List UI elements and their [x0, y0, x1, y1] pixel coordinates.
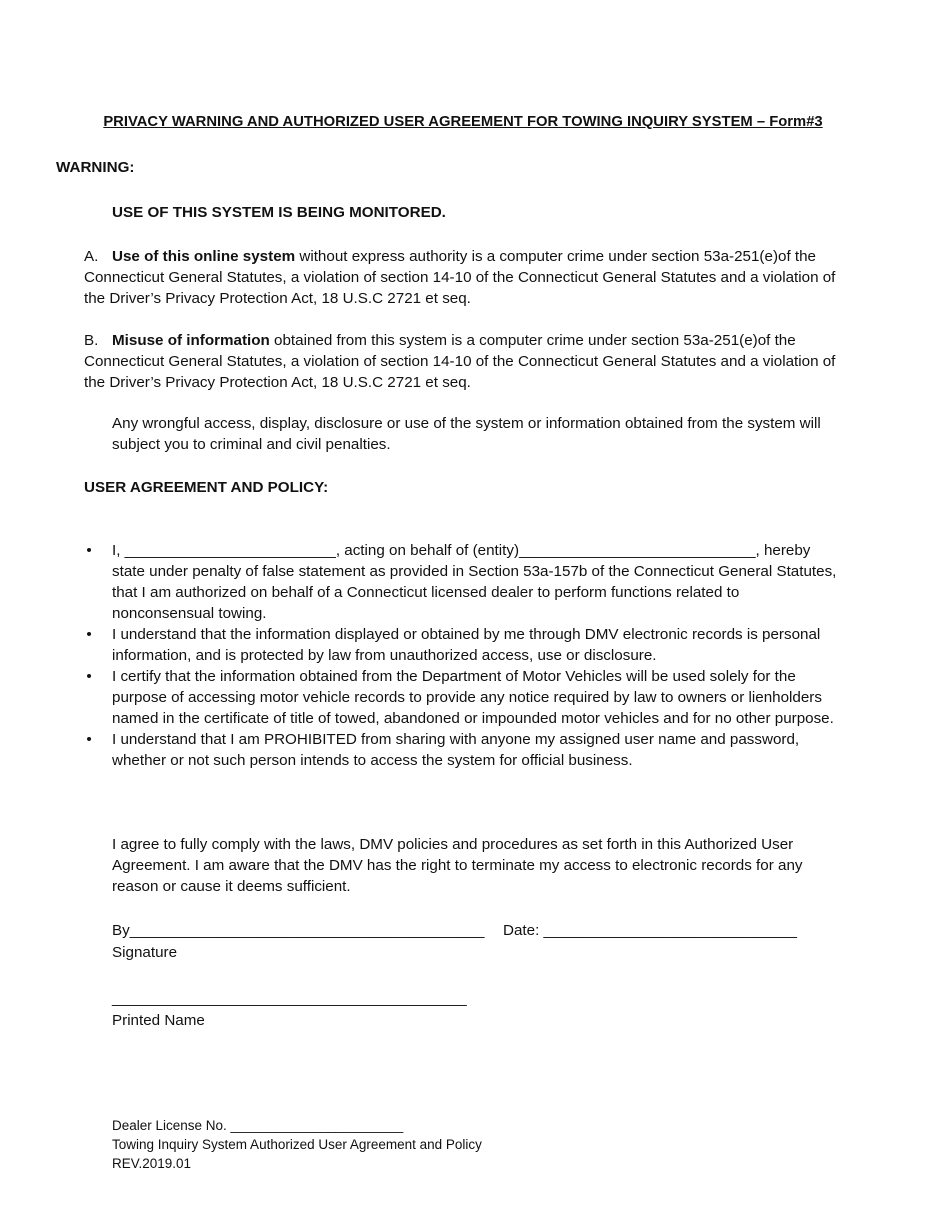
bullet-text: I certify that the information obtained from the Department of Motor Vehicles will be used solely for the purpose of accessing motor vehicle records to provide any notice required by law to owners or lienholders named in the certificate of title of towed, abandoned or impounded motor vehicles and for no other purpose. — [112, 668, 834, 727]
warning-heading: WARNING: — [56, 159, 135, 176]
section-a-text: without express authority is a computer crime under section 53a-251(e)of the Connecticut General Statutes, a violation of section 14-10 of the Connecticut General Statutes and a violation of the Driver’s Privacy Protection Act, 18 U.S.C 2721 et seq. — [84, 248, 836, 307]
section-a-bold-lead: Use of this online system — [112, 248, 296, 265]
signature-date-line: Date: ______________________________ — [503, 922, 797, 939]
monitoring-notice: USE OF THIS SYSTEM IS BEING MONITORED. — [112, 204, 446, 221]
bullet-icon: • — [86, 731, 92, 748]
policy-bullet-item — [84, 540, 844, 624]
page-title: PRIVACY WARNING AND AUTHORIZED USER AGREEMENT FOR TOWING INQUIRY SYSTEM – Form#3 — [103, 114, 823, 130]
section-b-bold-lead: Misuse of information — [112, 332, 270, 349]
section-b-label: B. — [84, 332, 99, 349]
signature-label: Signature — [112, 944, 178, 961]
bullet-text: I understand that I am PROHIBITED from sharing with anyone my assigned user name and password, whether or not such person intends to access the system for official business. — [112, 731, 800, 769]
bullet-text: I, _________________________, acting on behalf of (entity)____________________________, hereby state under penalty of false statement as provided in Section 53a-157b of the Connecticut General Statutes, that I am authorized on behalf of a Connecticut licensed dealer to perform functions related to nonconsensual towing. — [112, 542, 837, 622]
printed-name-label: Printed Name — [112, 1012, 205, 1029]
policy-bullet-item — [84, 624, 844, 666]
section-b-paragraph — [84, 330, 854, 393]
section-a-label: A. — [84, 248, 99, 265]
agreement-statement: I agree to fully comply with the laws, DMV policies and procedures as set forth in this Authorized User Agreement. I am aware that the DMV has the right to terminate my access to electronic records for any reason or cause it deems sufficient. — [112, 836, 803, 895]
bullet-icon: • — [86, 668, 92, 685]
policy-bullet-item — [84, 666, 844, 729]
printed-name-line: __________________________________________ — [112, 990, 467, 1007]
footer-form-name: Towing Inquiry System Authorized User Agreement and Policy — [112, 1137, 482, 1152]
section-a-paragraph — [84, 246, 854, 309]
penalty-notice: Any wrongful access, display, disclosure or use of the system or information obtained from the system will subject you to criminal and civil penalties. — [112, 415, 821, 453]
policy-heading: USER AGREEMENT AND POLICY: — [84, 479, 329, 496]
signature-by-line: By__________________________________________ — [112, 922, 485, 939]
bullet-icon: • — [86, 626, 92, 643]
policy-bullet-item — [84, 729, 844, 771]
footer-revision: REV.2019.01 — [112, 1156, 192, 1171]
dealer-license-line: Dealer License No. _______________________ — [112, 1118, 404, 1133]
bullet-text: I understand that the information displayed or obtained by me through DMV electronic records is personal information, and is protected by law from unauthorized access, use or disclosure. — [112, 626, 821, 664]
policy-bullet-list — [84, 540, 844, 771]
section-b-text: obtained from this system is a computer crime under section 53a-251(e)of the Connecticut General Statutes, a violation of section 14-10 of the Connecticut General Statutes and a violation of the Driver’s Privacy Protection Act, 18 U.S.C 2721 et seq. — [84, 332, 836, 391]
bullet-icon: • — [86, 542, 92, 559]
